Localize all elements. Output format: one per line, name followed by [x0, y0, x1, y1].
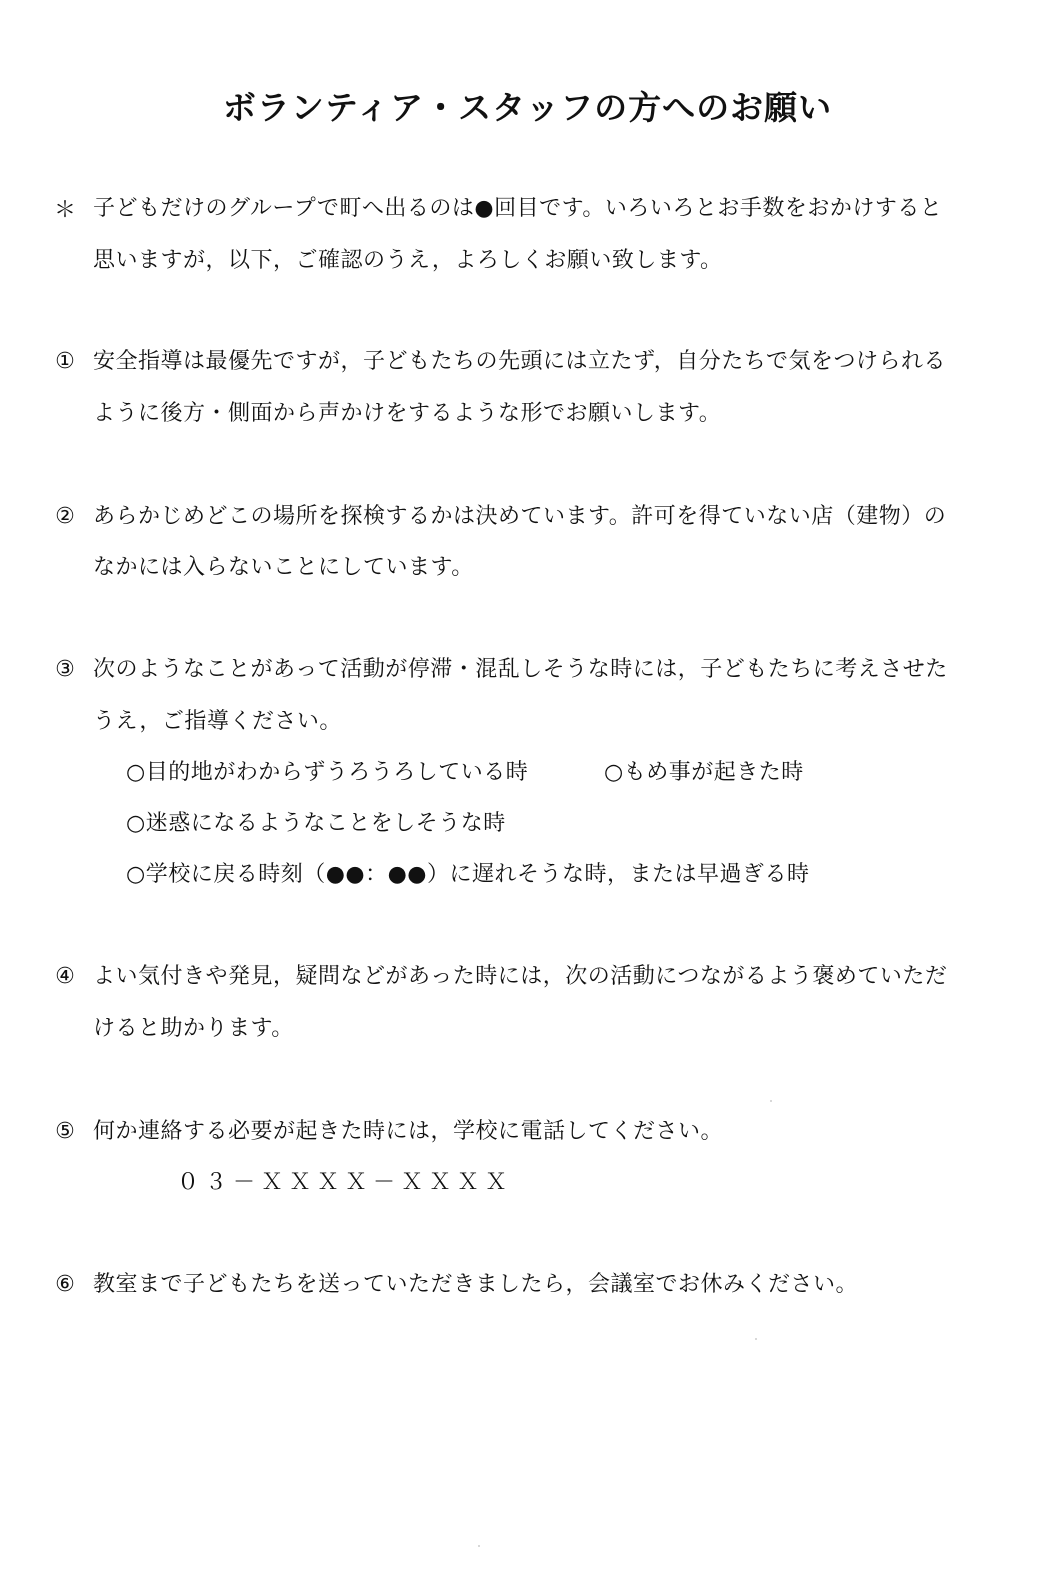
scan-speck	[478, 1545, 480, 1547]
item-1-line-2: ように後方・側面から声かけをするような形でお願いします。	[93, 401, 722, 426]
school-phone-number: ０３－ＸＸＸＸ－ＸＸＸＸ	[177, 1170, 514, 1195]
item-2-line-1: あらかじめどこの場所を探検するかは決めています。許可を得ていない店（建物）の	[93, 504, 947, 529]
item-3-subitem-1: ○目的地がわからずうろうろしている時	[126, 760, 529, 785]
item-6-marker: ⑥	[55, 1272, 75, 1297]
item-1-marker: ①	[55, 349, 75, 374]
item-4-line-2: けると助かります。	[93, 1016, 294, 1041]
scan-speck	[755, 1338, 757, 1340]
item-3-subitem-3: ○迷惑になるようなことをしそうな時	[126, 811, 506, 836]
intro-line-2: 思いますが，以下，ご確認のうえ，よろしくお願い致します。	[93, 248, 723, 273]
item-3-subitem-2: ○もめ事が起きた時	[604, 760, 804, 785]
item-2-line-2: なかには入らないことにしています。	[93, 555, 474, 580]
item-3-subitem-4: ○学校に戻る時刻（●●：●●）に遅れそうな時，または早過ぎる時	[126, 862, 810, 887]
item-2-marker: ②	[55, 504, 75, 529]
asterisk-marker: ＊	[53, 198, 76, 223]
item-3-marker: ③	[55, 657, 75, 682]
item-5-line-1: 何か連絡する必要が起きた時には，学校に電話してください。	[93, 1119, 724, 1144]
intro-line-1: 子どもだけのグループで町へ出るのは●回目です。いろいろとお手数をおかけすると	[93, 196, 943, 221]
item-4-line-1: よい気付きや発見，疑問などがあった時には，次の活動につながるよう褒めていただ	[93, 964, 948, 989]
item-3-line-2: うえ，ご指導ください。	[93, 709, 342, 734]
item-1-line-1: 安全指導は最優先ですが，子どもたちの先頭には立たず，自分たちで気をつけられる	[93, 349, 947, 374]
item-6-line-1: 教室まで子どもたちを送っていただきましたら，会議室でお休みください。	[93, 1272, 859, 1297]
scan-speck	[770, 1100, 772, 1102]
item-5-marker: ⑤	[55, 1119, 75, 1144]
item-4-marker: ④	[55, 964, 75, 989]
item-3-line-1: 次のようなことがあって活動が停滞・混乱しそうな時には，子どもたちに考えさせた	[93, 657, 948, 682]
document-title: ボランティア・スタッフの方へのお願い	[222, 88, 833, 127]
